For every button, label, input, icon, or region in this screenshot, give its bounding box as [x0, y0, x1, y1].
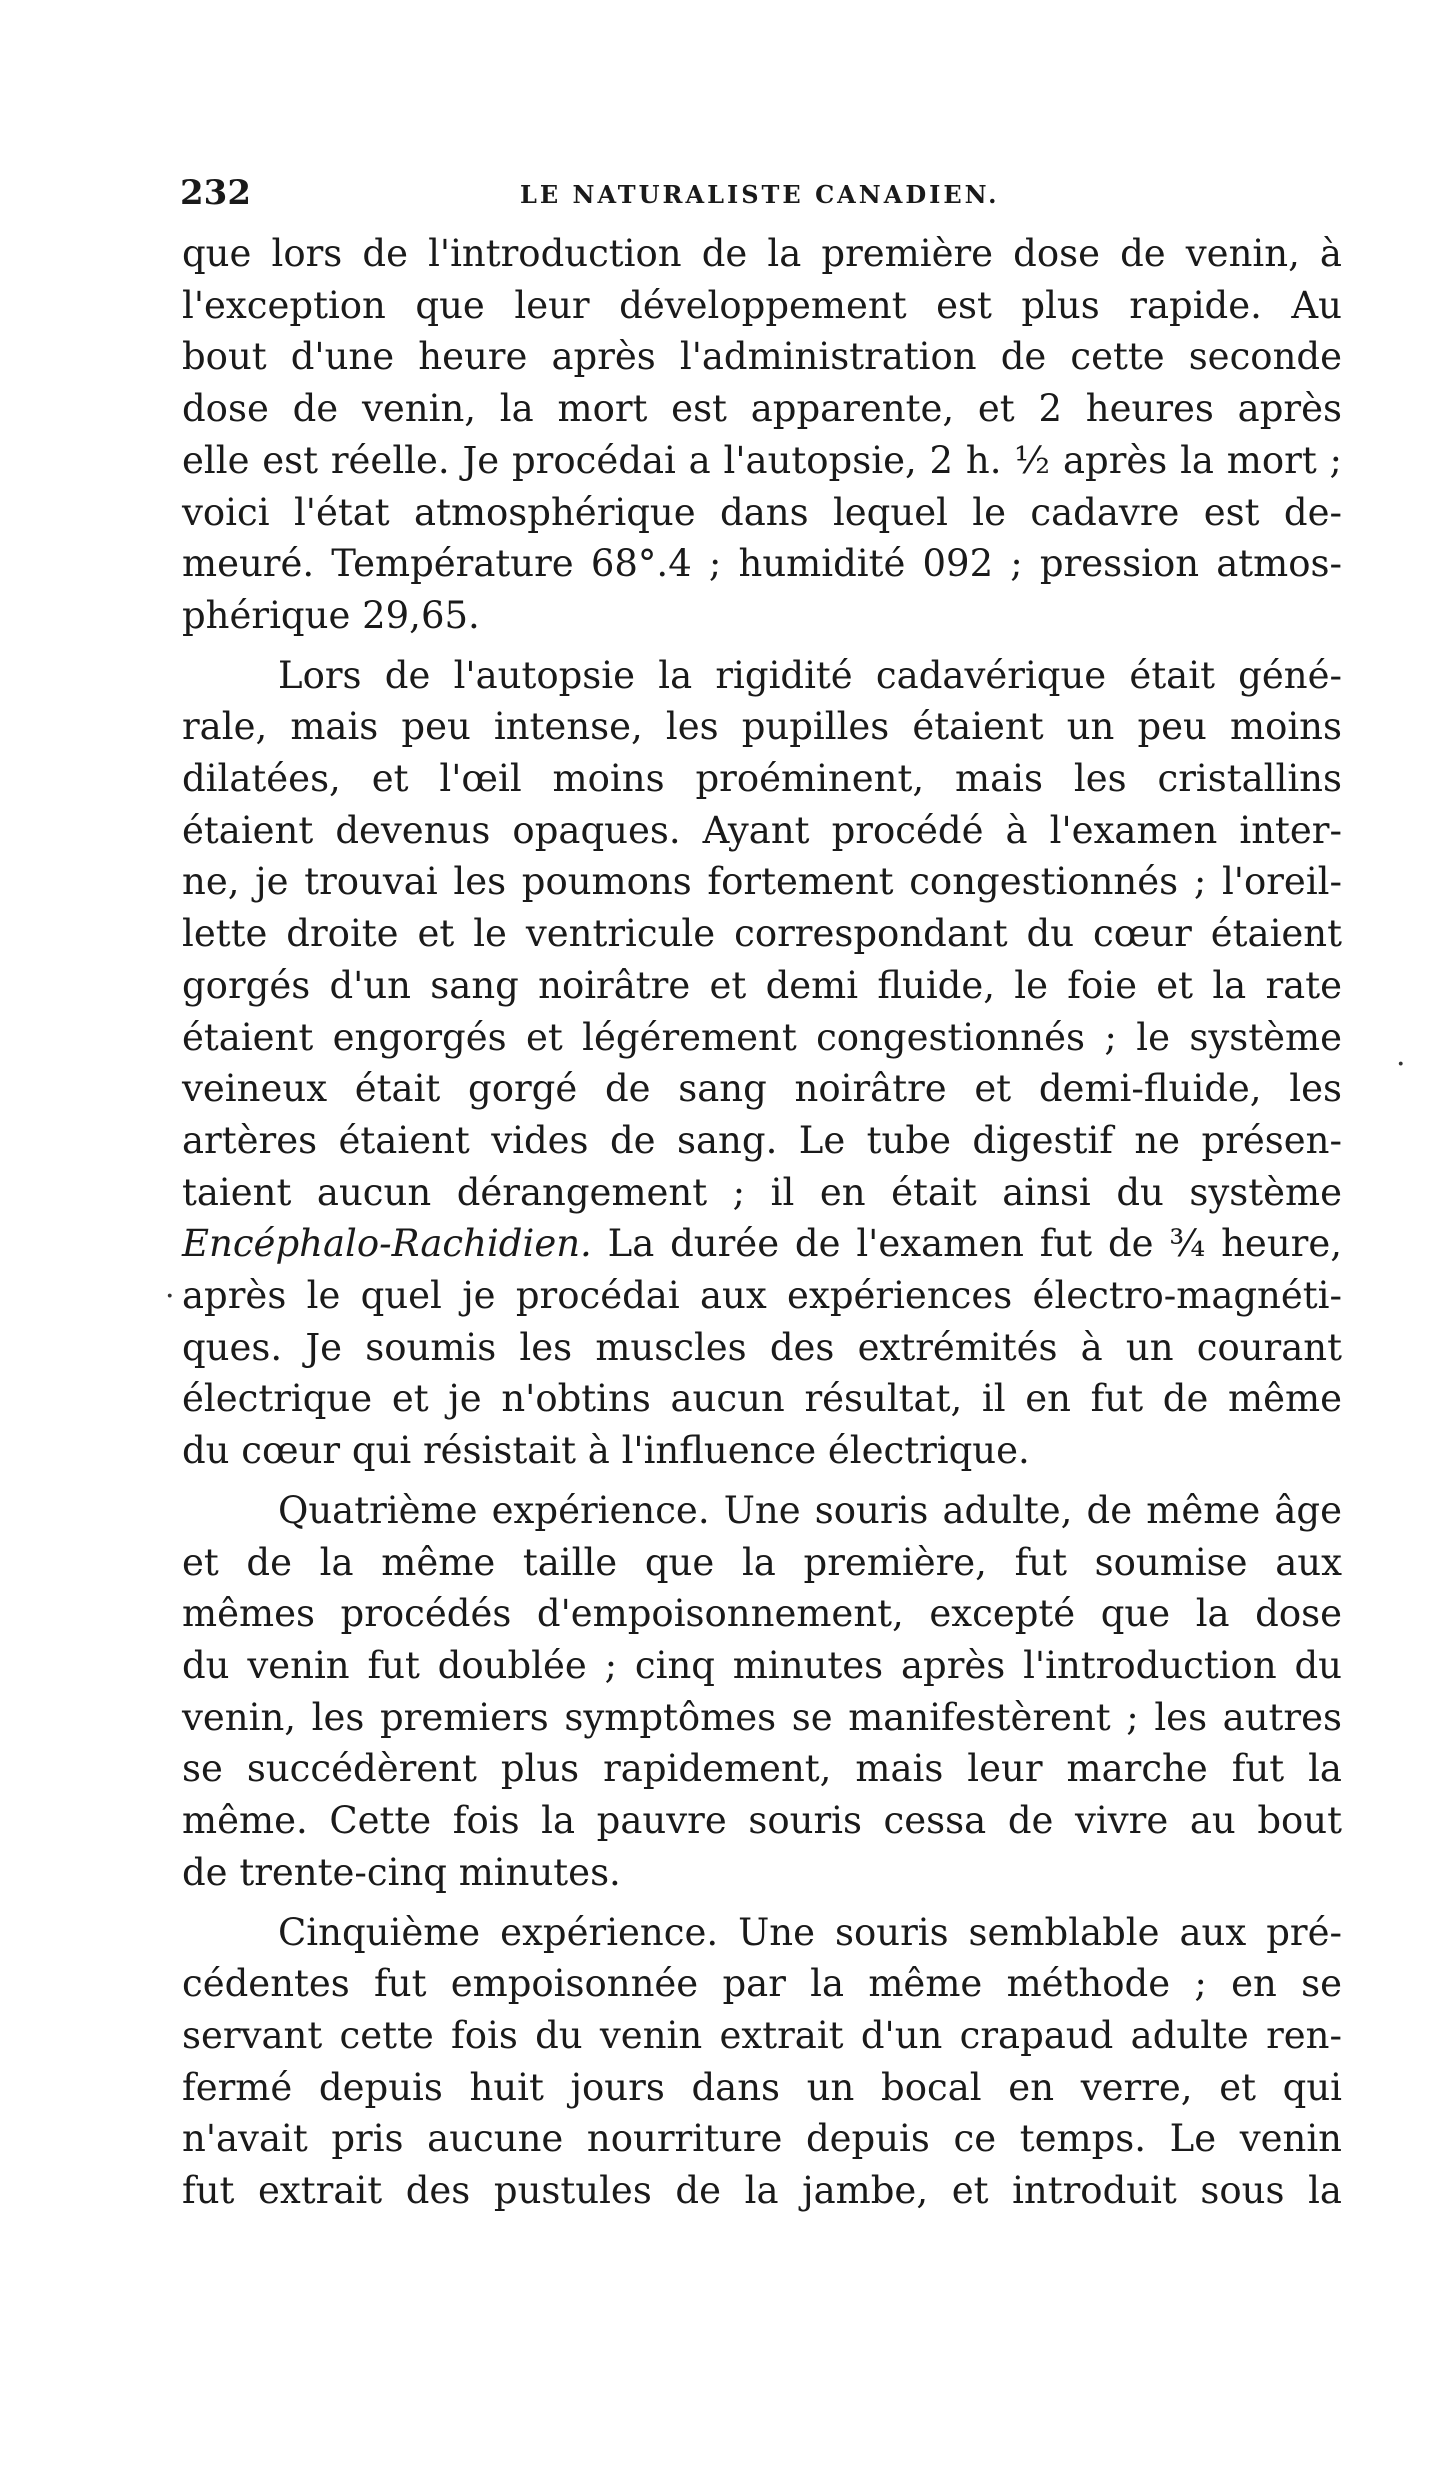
text-line: fut extrait des pustules de la jambe, et introduit sous la: [182, 2169, 1342, 2213]
text-line: meuré. Température 68°.4 ; humidité 092 ; pression atmos-: [182, 542, 1342, 586]
text-line: artères étaient vides de sang. Le tube digestif ne présen-: [182, 1118, 1342, 1162]
text-line: venin, les premiers symptômes se manifestèrent ; les autres: [182, 1695, 1342, 1739]
text-line: ne, je trouvai les poumons fortement congestionnés ; l'oreil-: [182, 860, 1342, 904]
text-line-italic-term: [182, 1218, 1342, 1270]
text-line: étaient devenus opaques. Ayant procédé à l'examen inter-: [182, 808, 1342, 852]
text-line: étaient engorgés et légérement congestionnés ; le système: [182, 1015, 1342, 1059]
text-line: bout d'une heure après l'administration de cette seconde: [182, 335, 1342, 379]
page-number: 232: [180, 173, 251, 213]
text-line: Quatrième expérience. Une souris adulte, de même âge: [278, 1488, 1342, 1532]
paragraph-fourth-experiment: [182, 1485, 1342, 1899]
text-line: se succédèrent plus rapidement, mais leur marche fut la: [182, 1747, 1342, 1791]
text-line: taient aucun dérangement ; il en était ainsi du système: [182, 1170, 1342, 1214]
journal-title: LE NATURALISTE CANADIEN.: [520, 180, 1000, 209]
text-line: elle est réelle. Je procédai a l'autopsie, 2 h. ½ après la mort ;: [182, 438, 1342, 482]
text-line: du venin fut doublée ; cinq minutes après l'introduction du: [182, 1643, 1342, 1687]
text-line: dilatées, et l'œil moins proéminent, mais les cristallins: [182, 757, 1342, 801]
text-line: et de la même taille que la première, fut soumise aux: [182, 1540, 1342, 1584]
text-line-rest: La durée de l'examen fut de ¾ heure,: [607, 1222, 1342, 1266]
text-line: électrique et je n'obtins aucun résultat, il en fut de même: [182, 1377, 1342, 1421]
text-line: mêmes procédés d'empoisonnement, excepté que la dose: [182, 1592, 1342, 1636]
text-line: fermé depuis huit jours dans un bocal en verre, et qui: [182, 2065, 1342, 2109]
margin-dot: ·: [165, 1279, 175, 1314]
text-line: cédentes fut empoisonnée par la même méthode ; en se: [182, 1962, 1342, 2006]
margin-dot: ·: [1396, 1047, 1406, 1082]
text-line: Cinquième expérience. Une souris semblable aux pré-: [278, 1910, 1342, 1954]
text-line: que lors de l'introduction de la première dose de venin, à: [182, 232, 1342, 275]
italic-term: Encéphalo-Rachidien.: [182, 1222, 592, 1266]
text-line: rale, mais peu intense, les pupilles étaient un peu moins: [182, 705, 1342, 749]
text-line: l'exception que leur développement est plus rapide. Au: [182, 283, 1342, 327]
text-line: après le quel je procédai aux expériences électro-magnéti-: [182, 1274, 1342, 1318]
text-line: dose de venin, la mort est apparente, et 2 heures après: [182, 387, 1342, 431]
paragraph-autopsy: [182, 650, 1342, 1477]
text-line: phérique 29,65.: [182, 593, 480, 637]
text-line: ques. Je soumis les muscles des extrémités à un courant: [182, 1325, 1342, 1369]
running-head: [180, 168, 1340, 218]
text-line: servant cette fois du venin extrait d'un crapaud adulte ren-: [182, 2013, 1342, 2057]
text-line: voici l'état atmosphérique dans lequel le cadavre est de-: [182, 490, 1342, 534]
text-line: gorgés d'un sang noirâtre et demi fluide, le foie et la rate: [182, 963, 1342, 1007]
body-text: [182, 228, 1342, 2217]
text-line: même. Cette fois la pauvre souris cessa de vivre au bout: [182, 1799, 1342, 1843]
text-line: Lors de l'autopsie la rigidité cadavérique était géné-: [278, 653, 1342, 697]
paragraph-fifth-experiment: [182, 1907, 1342, 2217]
text-line: de trente-cinq minutes.: [182, 1850, 621, 1894]
text-line: veineux était gorgé de sang noirâtre et demi-fluide, les: [182, 1067, 1342, 1111]
paragraph-continuation: [182, 228, 1342, 642]
text-line: du cœur qui résistait à l'influence électrique.: [182, 1429, 1030, 1473]
text-line: n'avait pris aucune nourriture depuis ce temps. Le venin: [182, 2117, 1342, 2161]
text-line: lette droite et le ventricule correspondant du cœur étaient: [182, 912, 1342, 956]
